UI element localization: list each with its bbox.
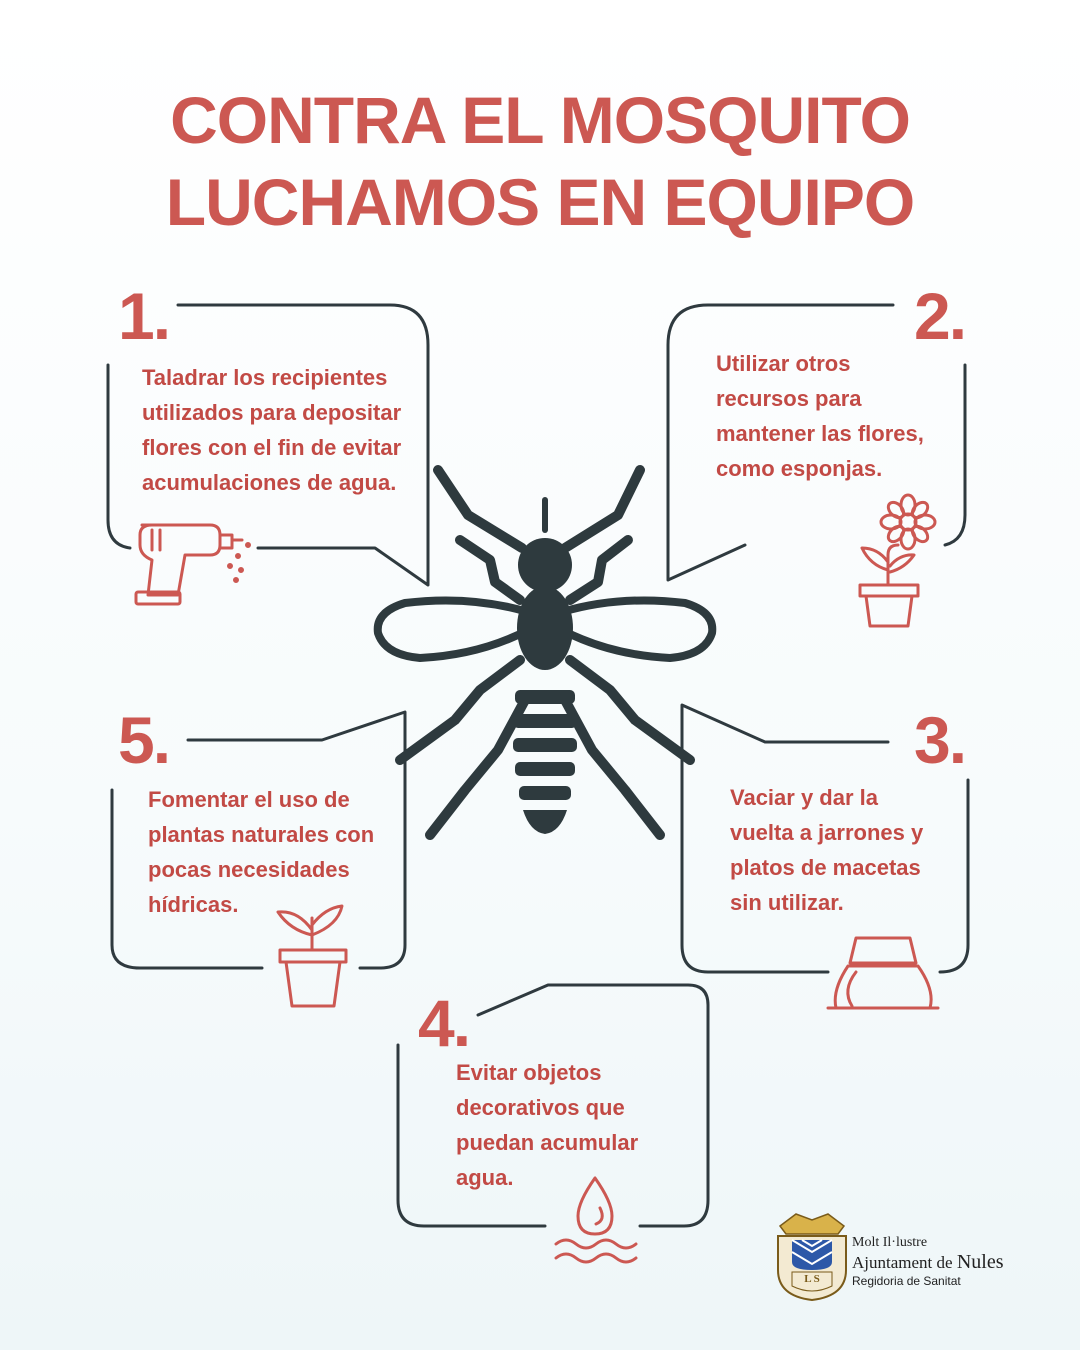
tip-4-number: 4. [418, 986, 470, 1060]
tip-2-line: mantener las flores, [716, 421, 924, 446]
tip-5-line: pocas necesidades [148, 857, 350, 882]
overturned-pot-icon [828, 938, 938, 1008]
tip-4-line: decorativos que [456, 1095, 625, 1120]
tip-3-line: Vaciar y dar la [730, 785, 878, 810]
tip-3-line: sin utilizar. [730, 890, 844, 915]
mosquito-head [518, 538, 572, 592]
tip-2-text [716, 346, 924, 486]
tip-5-text [148, 782, 374, 922]
tip-2-line: Utilizar otros [716, 351, 851, 376]
tip-5-line: hídricas. [148, 892, 239, 917]
municipality-logo [852, 1234, 1003, 1289]
mosquito-thorax [517, 586, 573, 670]
tip-1-line: utilizados para depositar [142, 400, 402, 425]
municipal-crest-icon [778, 1214, 846, 1300]
tip-3-number: 3. [914, 703, 966, 777]
crest-letters: L S [804, 1273, 820, 1285]
tip-5-line: Fomentar el uso de [148, 787, 350, 812]
tip-4-text [456, 1055, 638, 1195]
page-title-line-1: CONTRA EL MOSQUITO [170, 83, 910, 157]
tip-5-line: plantas naturales con [148, 822, 375, 847]
page-title-line-2: LUCHAMOS EN EQUIPO [165, 165, 915, 239]
tip-1-line: flores con el fin de evitar [142, 435, 402, 460]
tip-3-line: vuelta a jarrones y [730, 820, 924, 845]
tip-2-number: 2. [914, 279, 966, 353]
logo-town-name: Nules [956, 1251, 1004, 1273]
tip-2-line: recursos para [716, 386, 862, 411]
tip-1-line: acumulaciones de agua. [142, 470, 397, 495]
tip-2-line: como esponjas. [716, 456, 883, 481]
tip-1-line: Taladrar los recipientes [142, 365, 388, 390]
tip-1-number: 1. [118, 279, 170, 353]
tip-4-line: puedan acumular [456, 1130, 639, 1155]
flower-pot-icon [860, 495, 935, 626]
drill-icon [136, 525, 250, 604]
logo-line-1: Molt Il·lustre [852, 1235, 928, 1250]
logo-line-2 [852, 1252, 1003, 1273]
logo-line-3: Regidoria de Sanitat [852, 1274, 961, 1288]
tip-4-line: Evitar objetos [456, 1060, 602, 1085]
tip-1-text [142, 360, 401, 500]
tip-3-text [730, 780, 923, 920]
tip-5-number: 5. [118, 703, 170, 777]
tip-3-line: platos de macetas [730, 855, 921, 880]
logo-line-2a: Ajuntament de [852, 1253, 957, 1272]
tip-4-line: agua. [456, 1165, 514, 1190]
